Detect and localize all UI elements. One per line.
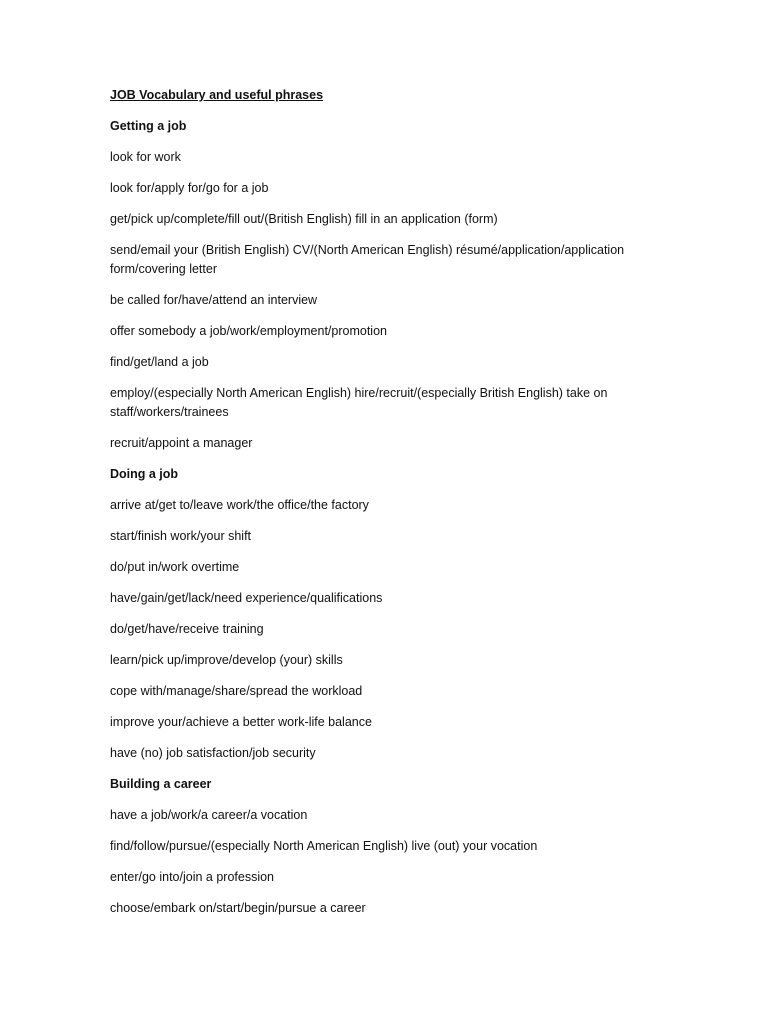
phrase-item: cope with/manage/share/spread the workload [110, 684, 363, 698]
phrase-item: learn/pick up/improve/develop (your) skills [110, 653, 343, 667]
phrase-item: start/finish work/your shift [110, 529, 252, 543]
phrase-item: find/follow/pursue/(especially North American English) live (out) your vocation [110, 839, 538, 853]
phrase-item: be called for/have/attend an interview [110, 293, 318, 307]
phrase-item: have (no) job satisfaction/job security [110, 746, 316, 760]
phrase-item: arrive at/get to/leave work/the office/the factory [110, 498, 369, 512]
phrase-item: choose/embark on/start/begin/pursue a career [110, 901, 366, 915]
phrase-item: do/get/have/receive training [110, 622, 264, 636]
section-heading-doing-a-job: Doing a job [110, 467, 179, 481]
phrase-item: enter/go into/join a profession [110, 870, 274, 884]
phrase-item: look for/apply for/go for a job [110, 181, 269, 195]
phrase-item: employ/(especially North American English) hire/recruit/(especially British English) take on staff/workers/trainees [110, 386, 608, 419]
phrase-item: have a job/work/a career/a vocation [110, 808, 308, 822]
phrase-item: get/pick up/complete/fill out/(British English) fill in an application (form) [110, 212, 498, 226]
section-heading-building-a-career: Building a career [110, 777, 212, 791]
page-title: JOB Vocabulary and useful phrases [110, 88, 324, 102]
phrase-item: send/email your (British English) CV/(North American English) résumé/application/application form/covering letter [110, 243, 625, 276]
phrase-item: improve your/achieve a better work-life balance [110, 715, 372, 729]
phrase-item: look for work [110, 150, 181, 164]
phrase-item: find/get/land a job [110, 355, 209, 369]
phrase-item: offer somebody a job/work/employment/promotion [110, 324, 387, 338]
phrase-item: have/gain/get/lack/need experience/qualifications [110, 591, 383, 605]
phrase-item: recruit/appoint a manager [110, 436, 253, 450]
document-content [110, 86, 670, 930]
section-heading-getting-a-job: Getting a job [110, 119, 187, 133]
phrase-item: do/put in/work overtime [110, 560, 240, 574]
